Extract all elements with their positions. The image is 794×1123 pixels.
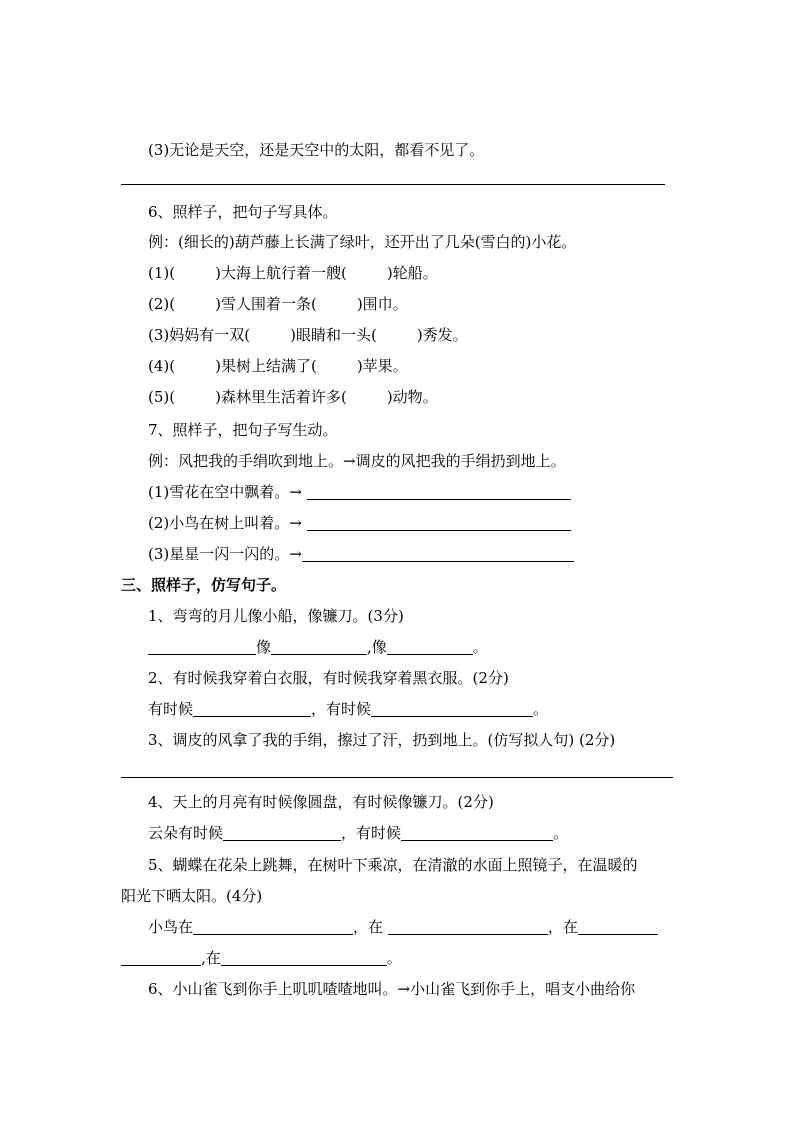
q6-item-4: (4)( )果树上结满了( )苹果。 <box>148 357 408 375</box>
q7-item-3: (3)星星一闪一闪的。→ <box>148 544 574 564</box>
q6-item-5: (5)( )森林里生活着许多( )动物。 <box>148 388 438 406</box>
answer-blank[interactable] <box>401 824 553 841</box>
q6-item-3: (3)妈妈有一双( )眼睛和一头( )秀发。 <box>148 326 468 344</box>
answer-blank[interactable] <box>148 638 256 655</box>
q6-item-1: (1)( )大海上航行着一艘( )轮船。 <box>148 264 438 282</box>
q6-item-2: (2)( )雪人围着一条( )围巾。 <box>148 295 408 313</box>
s3-question-5-line-2: 阳光下晒太阳。(4分) <box>121 887 263 905</box>
sentence-3: (3)无论是天空，还是天空中的太阳，都看不见了。 <box>148 141 485 159</box>
s3-answer-5-line-2: ,在 。 <box>121 948 402 968</box>
answer-blank[interactable] <box>121 949 201 966</box>
question-7-example: 例：风把我的手绢吹到地上。→调皮的风把我的手绢扔到地上。 <box>148 452 566 470</box>
answer-blank[interactable] <box>371 700 533 717</box>
answer-blank[interactable] <box>193 700 311 717</box>
answer-blank[interactable] <box>193 918 353 935</box>
s3-question-2: 2、有时候我穿着白衣服，有时候我穿着黑衣服。(2分) <box>148 669 509 687</box>
s3-answer-1: 像 ,像 。 <box>148 637 488 657</box>
q7-item-2: (2)小鸟在树上叫着。→ <box>148 513 571 533</box>
answer-blank[interactable] <box>302 545 574 562</box>
question-6-title: 6、照样子，把句子写具体。 <box>148 203 338 221</box>
s3-answer-5-line-1: 小鸟在 ，在 ，在 <box>148 917 658 937</box>
question-6-example: 例：(细长的)葫芦藤上长满了绿叶，还开出了几朵(雪白的)小花。 <box>148 233 577 251</box>
answer-line[interactable] <box>121 777 673 778</box>
s3-question-3: 3、调皮的风拿了我的手绢，擦过了汗，扔到地上。(仿写拟人句) (2分) <box>148 731 616 749</box>
s3-question-1: 1、弯弯的月儿像小船，像镰刀。(3分) <box>148 607 404 625</box>
s3-answer-2: 有时候 ，有时候 。 <box>148 700 549 718</box>
answer-blank[interactable] <box>307 514 571 531</box>
s3-question-5-line-1: 5、蝴蝶在花朵上跳舞，在树叶下乘凉，在清澈的水面上照镜子，在温暖的 <box>148 856 638 874</box>
s3-question-6: 6、小山雀飞到你手上叽叽喳喳地叫。→小山雀飞到你手上，唱支小曲给你 <box>148 980 636 998</box>
q7-item-1: (1)雪花在空中飘着。→ <box>148 482 571 502</box>
question-7-title: 7、照样子，把句子写生动。 <box>148 421 338 439</box>
answer-blank[interactable] <box>578 918 658 935</box>
answer-line[interactable] <box>121 184 665 185</box>
answer-blank[interactable] <box>223 824 341 841</box>
answer-blank[interactable] <box>307 483 571 500</box>
answer-blank[interactable] <box>271 638 367 655</box>
answer-blank[interactable] <box>388 918 548 935</box>
answer-blank[interactable] <box>221 949 387 966</box>
s3-question-4: 4、天上的月亮有时候像圆盘，有时候像镰刀。(2分) <box>148 793 494 811</box>
s3-answer-4: 云朵有时候 ，有时候 。 <box>148 824 569 842</box>
answer-blank[interactable] <box>387 638 473 655</box>
section-3-title: 三、照样子，仿写句子。 <box>121 576 287 594</box>
